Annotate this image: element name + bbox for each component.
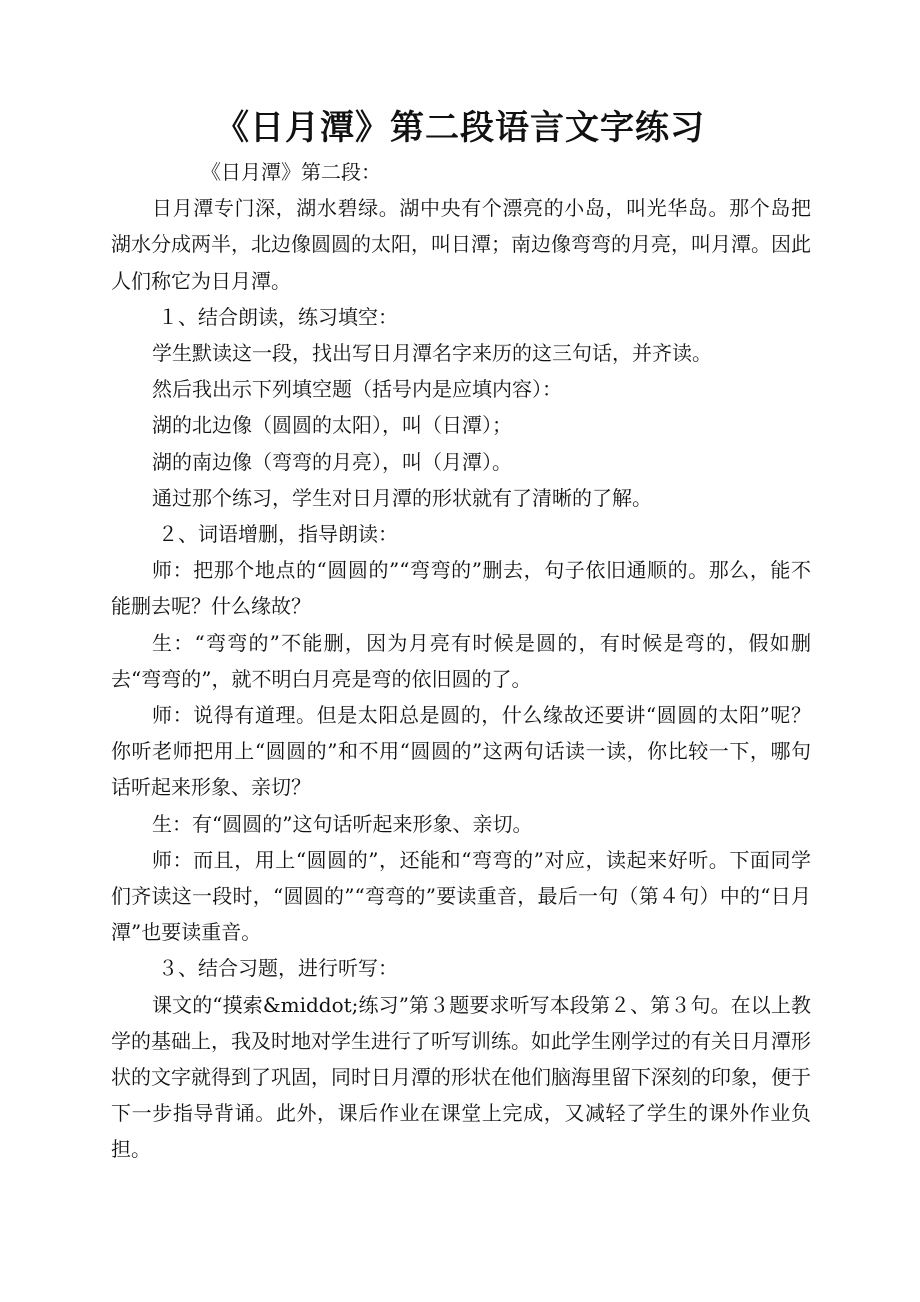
exercise-heading-2: ２、词语增删，指导朗读： xyxy=(158,522,398,547)
dialogue-teacher: 师：而且，用上“圆圆的”，还能和“弯弯的”对应，读起来好听。下面同学们齐读这一段时，“圆圆的”“弯弯的”要读重音，最后一句（第４句）中的“日月潭”也要读重音。 xyxy=(111,847,811,945)
body-paragraph: 然后我出示下列填空题（括号内是应填内容）： xyxy=(152,377,562,402)
document-body xyxy=(111,154,811,1168)
document-title: 《日月潭》第二段语言文字练习 xyxy=(215,108,705,148)
fill-blank-line-2: 湖的南边像（弯弯的月亮），叫（月潭）。 xyxy=(152,449,512,474)
section-heading: 《日月潭》第二段： xyxy=(201,160,381,184)
dialogue-teacher: 师：把那个地点的“圆圆的”“弯弯的”删去，句子依旧通顺的。那么，能不能删去呢？什么缘故？ xyxy=(111,558,811,619)
dialogue-teacher: 师：说得有道理。但是太阳总是圆的，什么缘故还要讲“圆圆的太阳”呢？你听老师把用上“圆圆的”和不用“圆圆的”这两句话读一读，你比较一下，哪句话听起来形象、亲切？ xyxy=(111,703,811,800)
exercise-heading-3: ３、结合习题，进行听写： xyxy=(158,956,398,981)
body-paragraph: 课文的“摸索&middot;练习”第３题要求听写本段第２、第３句。在以上教学的基础上，我及时地对学生进行了听写训练。如此学生刚学过的有关日月潭形状的文字就得到了巩固，同时日月潭的形状在他们脑海里留下深刻的印象，便于下一步指导背诵。此外，课后作业在课堂上完成，又减轻了学生的课外作业负担。 xyxy=(111,992,811,1162)
fill-blank-line-1: 湖的北边像（圆圆的太阳），叫（日潭）； xyxy=(152,413,512,438)
passage-paragraph: 日月潭专门深，湖水碧绿。湖中央有个漂亮的小岛，叫光华岛。那个岛把湖水分成两半，北边像圆圆的太阳，叫日潭；南边像弯弯的月亮，叫月潭。因此人们称它为日月潭。 xyxy=(111,196,811,293)
dialogue-student: 生：有“圆圆的”这句话听起来形象、亲切。 xyxy=(152,811,533,836)
body-paragraph: 学生默读这一段，找出写日月潭名字来历的这三句话，并齐读。 xyxy=(152,341,712,366)
dialogue-student: 生：“弯弯的”不能删，因为月亮有时候是圆的，有时候是弯的，假如删去“弯弯的”，就不明白月亮是弯的依旧圆的了。 xyxy=(111,630,811,691)
body-paragraph: 通过那个练习，学生对日月潭的形状就有了清晰的了解。 xyxy=(152,485,652,510)
exercise-heading-1: １、结合朗读，练习填空： xyxy=(158,304,398,329)
